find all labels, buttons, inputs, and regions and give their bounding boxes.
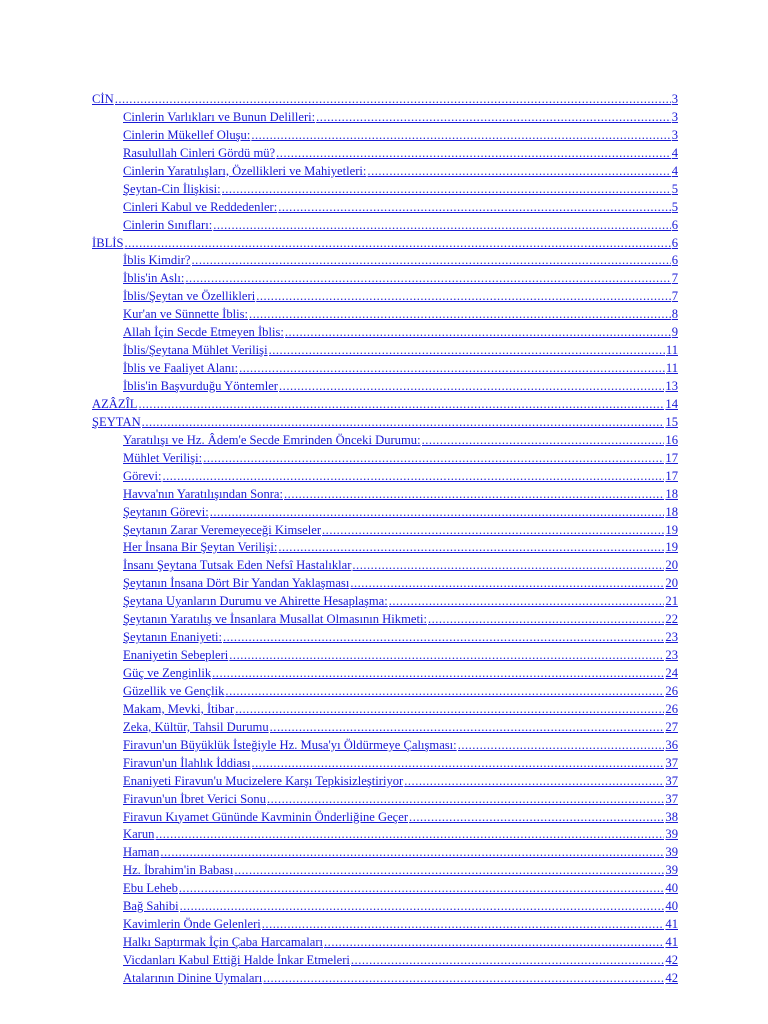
toc-entry[interactable] (92, 163, 678, 181)
toc-entry[interactable] (92, 809, 678, 827)
toc-dot-leader (404, 773, 664, 791)
toc-entry-page: 26 (665, 683, 678, 698)
toc-entry-page: 38 (665, 809, 678, 824)
toc-entry-title: Cinlerin Yaratılışları, Özellikleri ve Mahiyetleri: (123, 163, 367, 178)
toc-entry-title: Şeytana Uyanların Durumu ve Ahirette Hesaplaşma: (123, 594, 388, 609)
toc-entry[interactable] (92, 791, 678, 809)
toc-entry[interactable] (92, 288, 678, 306)
toc-entry-title: Cinleri Kabul ve Reddedenler: (123, 199, 278, 214)
toc-entry[interactable] (92, 665, 678, 683)
toc-entry-title: Karun (123, 827, 155, 842)
toc-dot-leader (367, 163, 670, 181)
toc-entry[interactable] (92, 91, 678, 109)
toc-entry-page: 3 (671, 127, 678, 142)
toc-entry[interactable] (92, 773, 678, 791)
toc-dot-leader (142, 414, 665, 432)
toc-entry-title: İblis/Şeytan ve Özellikleri (123, 289, 256, 304)
toc-entry[interactable] (92, 324, 678, 342)
toc-entry[interactable] (92, 755, 678, 773)
toc-entry[interactable] (92, 270, 678, 288)
toc-entry[interactable] (92, 396, 678, 414)
toc-dot-leader (285, 324, 671, 342)
toc-entry[interactable] (92, 252, 678, 270)
toc-entry-title: ŞEYTAN (92, 414, 141, 429)
toc-entry-page: 6 (671, 253, 678, 268)
toc-entry-page: 42 (665, 953, 678, 967)
toc-entry[interactable] (92, 701, 678, 719)
toc-entry[interactable] (92, 719, 678, 737)
toc-dot-leader (428, 611, 664, 629)
toc-entry-page: 6 (671, 217, 678, 232)
toc-entry-title: Vicdanları Kabul Ettiği Halde İnkar Etmeleri (123, 953, 350, 967)
toc-dot-leader (203, 450, 664, 468)
toc-entry-page: 14 (665, 396, 678, 411)
toc-dot-leader (256, 288, 671, 306)
toc-entry-page: 22 (665, 612, 678, 627)
toc-dot-leader (210, 504, 665, 522)
toc-dot-leader (316, 109, 671, 127)
toc-dot-leader (322, 522, 664, 540)
toc-entry-page: 18 (665, 504, 678, 519)
toc-entry[interactable] (92, 486, 678, 504)
toc-entry-page: 23 (665, 648, 678, 663)
toc-dot-leader (422, 432, 665, 450)
toc-dot-leader (279, 378, 664, 396)
toc-dot-leader (276, 145, 671, 163)
toc-dot-leader (115, 91, 671, 109)
toc-entry-title: Atalarının Dinine Uymaları (123, 970, 263, 985)
toc-dot-leader (252, 755, 665, 773)
toc-dot-leader (284, 486, 664, 504)
toc-entry-title: Makam, Mevki, İtibar (123, 701, 235, 716)
toc-entry[interactable] (92, 342, 678, 360)
toc-entry-title: Firavun'un İbret Verici Sonu (123, 791, 266, 806)
toc-entry[interactable] (92, 970, 678, 988)
toc-entry[interactable] (92, 916, 678, 934)
toc-dot-leader (192, 252, 671, 270)
toc-dot-leader (263, 970, 664, 988)
toc-entry-title: CİN (92, 92, 114, 106)
toc-entry[interactable] (92, 504, 678, 522)
toc-entry-title: Ebu Leheb (123, 881, 178, 896)
toc-entry-title: Allah İçin Secde Etmeyen İblis: (123, 325, 284, 340)
toc-dot-leader (269, 342, 665, 360)
toc-entry-title: Kavimlerin Önde Gelenleri (123, 917, 261, 932)
toc-entry-page: 39 (665, 845, 678, 860)
toc-entry[interactable] (92, 378, 678, 396)
toc-entry-title: AZÂZÎL (92, 396, 138, 411)
toc-dot-leader (138, 396, 664, 414)
toc-entry-title: Mühlet Verilişi: (123, 450, 203, 465)
toc-dot-leader (458, 737, 665, 755)
toc-dot-leader (234, 862, 664, 880)
toc-dot-leader (409, 809, 664, 827)
toc-dot-leader (278, 539, 664, 557)
toc-entry[interactable] (92, 539, 678, 557)
toc-entry[interactable] (92, 862, 678, 880)
toc-entry[interactable] (92, 952, 678, 970)
toc-dot-leader (225, 683, 664, 701)
toc-entry-title: İblis Kimdir? (123, 253, 191, 268)
toc-entry-page: 3 (671, 109, 678, 124)
toc-dot-leader (324, 934, 664, 952)
toc-entry-title: Cinlerin Varlıkları ve Bunun Delilleri: (123, 109, 316, 124)
toc-entry-page: 41 (665, 935, 678, 950)
toc-entry-page: 5 (671, 181, 678, 196)
toc-entry-page: 39 (665, 827, 678, 842)
toc-entry-page: 24 (665, 666, 678, 680)
toc-entry-title: Kur'an ve Sünnette İblis: (123, 307, 249, 322)
toc-entry-page: 40 (665, 881, 678, 896)
toc-dot-leader (251, 127, 670, 145)
toc-dot-leader (155, 826, 664, 844)
toc-dot-leader (213, 217, 671, 235)
toc-entry-page: 39 (665, 863, 678, 878)
toc-entry-page: 9 (671, 325, 678, 340)
toc-dot-leader (389, 593, 665, 611)
toc-entry-page: 4 (671, 145, 678, 160)
toc-entry-page: 4 (671, 163, 678, 178)
toc-entry[interactable] (92, 145, 678, 163)
toc-dot-leader (162, 468, 664, 486)
toc-entry[interactable] (92, 450, 678, 468)
toc-entry[interactable] (92, 683, 678, 701)
toc-entry-page: 17 (665, 450, 678, 465)
toc-entry-page: 11 (665, 361, 678, 376)
table-of-contents (92, 91, 678, 988)
toc-dot-leader (249, 306, 671, 324)
toc-entry-page: 5 (671, 199, 678, 214)
toc-entry-title: Hz. İbrahim'in Babası (123, 863, 234, 878)
toc-entry-page: 13 (665, 379, 678, 393)
toc-entry[interactable] (92, 737, 678, 755)
toc-dot-leader (351, 952, 665, 970)
toc-entry[interactable] (92, 217, 678, 235)
toc-entry-title: Her İnsana Bir Şeytan Verilişi: (123, 540, 278, 555)
toc-entry-page: 37 (665, 773, 678, 788)
toc-entry[interactable] (92, 432, 678, 450)
toc-entry[interactable] (92, 557, 678, 575)
toc-entry-title: Şeytan-Cin İlişkisi: (123, 181, 221, 196)
toc-dot-leader (124, 235, 670, 253)
toc-entry[interactable] (92, 468, 678, 486)
toc-entry[interactable] (92, 880, 678, 898)
toc-entry-page: 36 (665, 737, 678, 752)
toc-entry-page: 20 (665, 576, 678, 591)
toc-entry-page: 15 (665, 414, 678, 429)
toc-entry-title: Güç ve Zenginlik (123, 666, 212, 680)
toc-entry-page: 42 (665, 970, 678, 985)
toc-entry-page: 19 (665, 522, 678, 537)
toc-dot-leader (223, 629, 664, 647)
toc-entry[interactable] (92, 826, 678, 844)
toc-entry[interactable] (92, 898, 678, 916)
toc-entry-title: Yaratılışı ve Hz. Âdem'e Secde Emrinden Önceki Durumu: (123, 432, 421, 447)
toc-entry-title: İblis ve Faaliyet Alanı: (123, 361, 239, 376)
toc-entry[interactable] (92, 647, 678, 665)
toc-entry-page: 37 (665, 755, 678, 770)
toc-entry[interactable] (92, 199, 678, 217)
toc-entry-title: İBLİS (92, 235, 124, 250)
toc-entry-title: Haman (123, 845, 160, 860)
toc-entry[interactable] (92, 934, 678, 952)
toc-entry[interactable] (92, 360, 678, 378)
toc-entry-title: Şeytanın Zarar Veremeyeceği Kimseler (123, 522, 322, 537)
toc-entry-page: 19 (665, 540, 678, 555)
toc-dot-leader (222, 181, 671, 199)
toc-dot-leader (235, 701, 664, 719)
toc-entry-title: Şeytanın Görevi: (123, 504, 209, 519)
toc-entry-title: İnsanı Şeytana Tutsak Eden Nefsî Hastalıklar (123, 558, 352, 573)
toc-entry-page: 6 (671, 235, 678, 250)
toc-entry-page: 18 (665, 486, 678, 501)
toc-dot-leader (267, 791, 664, 809)
toc-entry-title: Havva'nın Yaratılışından Sonra: (123, 486, 284, 501)
toc-entry-page: 7 (671, 271, 678, 286)
toc-entry-title: Cinlerin Mükellef Oluşu: (123, 127, 251, 142)
toc-entry-title: Firavun Kıyamet Gününde Kavminin Önderliğine Geçer (123, 809, 409, 824)
toc-entry[interactable] (92, 629, 678, 647)
toc-entry[interactable] (92, 844, 678, 862)
toc-entry-title: Firavun'un Büyüklük İsteğiyle Hz. Musa'yı Öldürmeye Çalışması: (123, 737, 457, 752)
toc-entry-page: 8 (671, 307, 678, 322)
toc-entry-title: Görevi: (123, 468, 162, 483)
toc-entry[interactable] (92, 127, 678, 145)
toc-dot-leader (270, 719, 665, 737)
toc-dot-leader (352, 557, 664, 575)
toc-dot-leader (160, 844, 664, 862)
toc-entry-title: Şeytanın Enaniyeti: (123, 630, 222, 645)
toc-entry[interactable] (92, 611, 678, 629)
toc-entry-page: 26 (665, 701, 678, 716)
toc-entry[interactable] (92, 109, 678, 127)
toc-entry[interactable] (92, 235, 678, 253)
toc-entry-title: Zeka, Kültür, Tahsil Durumu (123, 719, 269, 734)
toc-entry-page: 7 (671, 289, 678, 304)
toc-entry-title: Enaniyeti Firavun'u Mucizelere Karşı Tepkisizleştiriyor (123, 773, 404, 788)
toc-entry-page: 41 (665, 917, 678, 932)
toc-entry-title: İblis'in Başvurduğu Yöntemler (123, 379, 279, 393)
toc-dot-leader (229, 647, 664, 665)
toc-dot-leader (212, 665, 664, 683)
toc-entry[interactable] (92, 575, 678, 593)
toc-entry-page: 21 (665, 594, 678, 609)
toc-entry-title: Cinlerin Sınıfları: (123, 217, 213, 232)
toc-entry[interactable] (92, 414, 678, 432)
toc-entry-page: 23 (665, 630, 678, 645)
toc-entry-title: Şeytanın İnsana Dört Bir Yandan Yaklaşması (123, 576, 350, 591)
toc-dot-leader (278, 199, 670, 217)
toc-entry-page: 20 (665, 558, 678, 573)
toc-entry-title: Rasulullah Cinleri Gördü mü? (123, 145, 276, 160)
toc-dot-leader (262, 916, 665, 934)
toc-entry-page: 17 (665, 468, 678, 483)
toc-dot-leader (185, 270, 670, 288)
toc-entry-title: İblis'in Aslı: (123, 271, 185, 286)
toc-entry[interactable] (92, 593, 678, 611)
toc-dot-leader (180, 898, 665, 916)
toc-entry-title: İblis/Şeytana Mühlet Verilişi (123, 343, 268, 358)
toc-entry-page: 40 (665, 899, 678, 914)
toc-dot-leader (239, 360, 665, 378)
toc-entry-title: Firavun'un İlahlık İddiası (123, 755, 251, 770)
toc-entry-title: Enaniyetin Sebepleri (123, 648, 229, 663)
toc-entry[interactable] (92, 522, 678, 540)
toc-entry-title: Güzellik ve Gençlik (123, 683, 225, 698)
toc-entry[interactable] (92, 306, 678, 324)
toc-entry-page: 37 (665, 791, 678, 806)
toc-entry[interactable] (92, 181, 678, 199)
toc-dot-leader (350, 575, 664, 593)
toc-entry-page: 11 (665, 343, 678, 358)
toc-entry-title: Bağ Sahibi (123, 899, 179, 914)
toc-entry-page: 27 (665, 719, 678, 734)
toc-dot-leader (179, 880, 665, 898)
toc-entry-page: 3 (671, 92, 678, 106)
toc-entry-title: Halkı Saptırmak İçin Çaba Harcamaları (123, 935, 324, 950)
toc-entry-title: Şeytanın Yaratılış ve İnsanlara Musallat Olmasının Hikmeti: (123, 612, 427, 627)
toc-entry-page: 16 (665, 432, 678, 447)
